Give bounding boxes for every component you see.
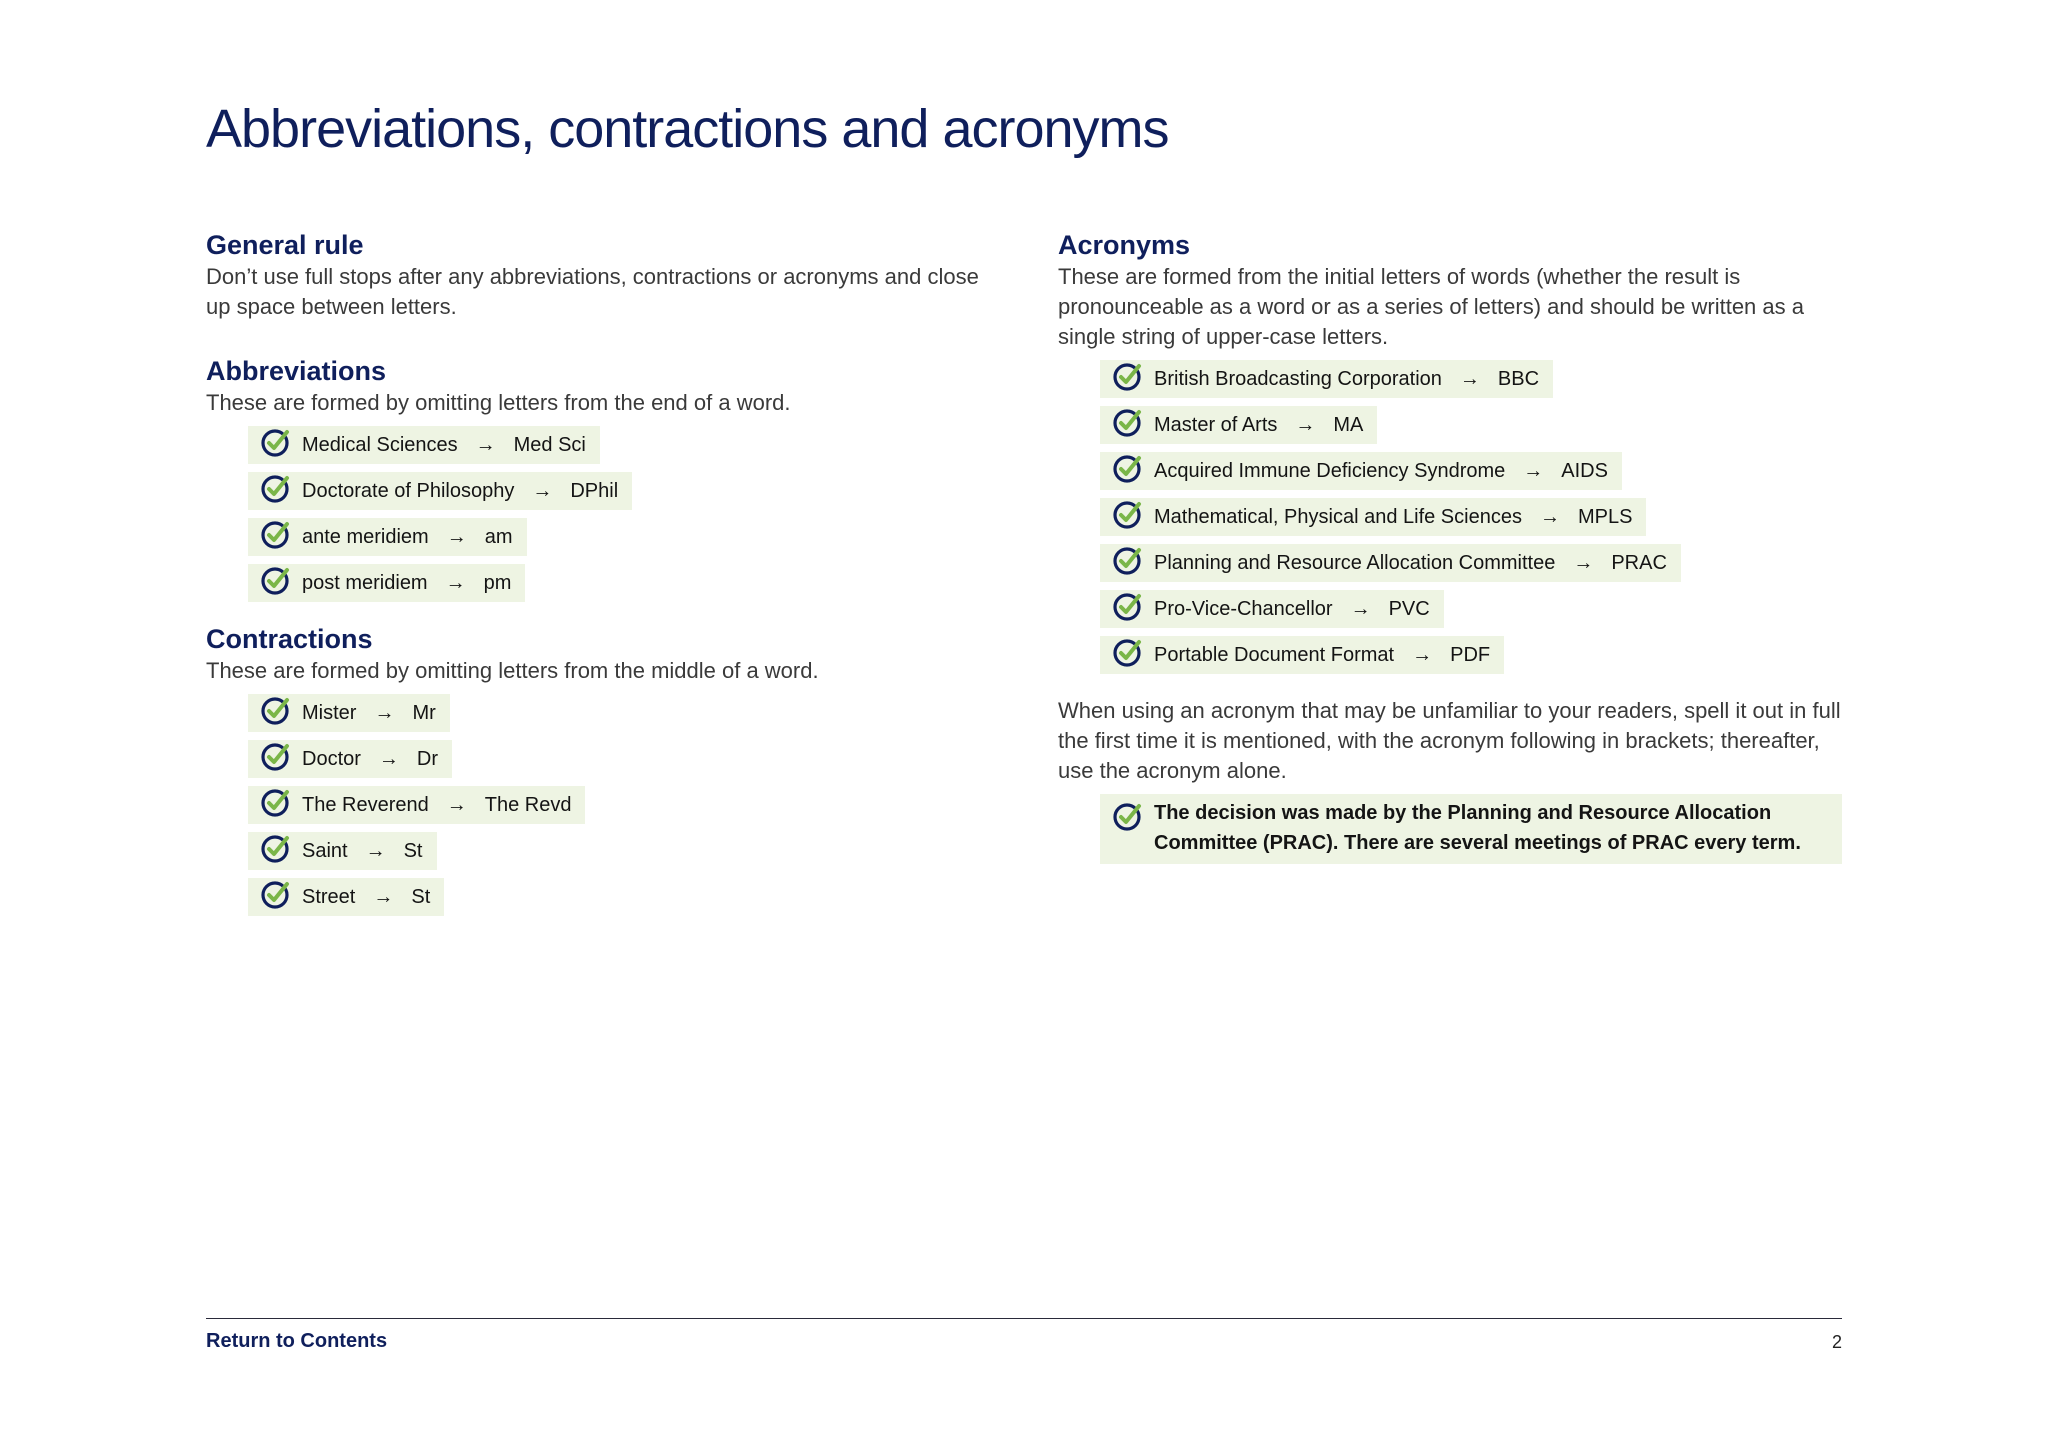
example-full-term: Street [302, 885, 356, 908]
example-full-term: Portable Document Format [1154, 643, 1395, 666]
example-item [248, 426, 600, 464]
check-circle-icon [260, 518, 292, 556]
example-short-form: am [484, 525, 513, 548]
example-item [248, 518, 527, 556]
example-item [248, 694, 450, 732]
example-item [248, 740, 452, 778]
example-full-term: ante meridiem [302, 525, 429, 548]
example-item [1100, 590, 1444, 628]
right-arrow-icon: → [1295, 413, 1316, 436]
right-arrow-icon: → [1539, 505, 1560, 528]
example-short-form: MA [1333, 413, 1364, 436]
page-number: 2 [1831, 1332, 1842, 1352]
example-item [1100, 452, 1622, 490]
acronyms-text: These are formed from the initial letters of words (whether the result is pronounceable as a word or as a series of letters) and should be written as a single string of upper-case letters. [1058, 264, 1804, 349]
check-circle-icon [260, 426, 292, 464]
example-full-term: Mathematical, Physical and Life Sciences [1154, 505, 1522, 528]
example-full-term: Medical Sciences [302, 433, 458, 456]
example-full-term: Acquired Immune Deficiency Syndrome [1154, 459, 1506, 482]
contractions-text: These are formed by omitting letters from the middle of a word. [206, 658, 819, 683]
check-circle-icon [1112, 452, 1144, 490]
general-rule-heading: General rule [206, 230, 364, 260]
footer-divider [206, 1318, 1842, 1319]
example-short-form: BBC [1497, 367, 1540, 390]
abbreviations-text: These are formed by omitting letters from the end of a word. [206, 390, 791, 415]
example-full-term: Mister [302, 701, 357, 724]
right-arrow-icon: → [1412, 643, 1433, 666]
quote-text: The decision was made by the Planning and Resource Allocation Committee (PRAC). There are several meetings of PRAC every term. [1154, 802, 1801, 854]
right-column [1058, 230, 1848, 904]
check-circle-icon [1112, 590, 1144, 628]
right-arrow-icon: → [532, 479, 553, 502]
return-to-contents-link[interactable]: Return to Contents [206, 1330, 388, 1352]
example-full-term: Saint [302, 839, 348, 862]
example-item [248, 564, 525, 602]
acronyms-examples [1100, 360, 1848, 674]
example-item [1100, 498, 1646, 536]
right-arrow-icon: → [446, 525, 467, 548]
general-rule-section [206, 230, 996, 322]
example-item [1100, 544, 1681, 582]
left-column [206, 230, 996, 956]
acronyms-usage-text: When using an acronym that may be unfamiliar to your readers, spell it out in full the first time it is mentioned, with the acronym following in brackets; thereafter, use the acronym alone. [1058, 698, 1841, 783]
example-full-term: Planning and Resource Allocation Committee [1154, 551, 1556, 574]
check-circle-icon [260, 878, 292, 916]
check-circle-icon [260, 832, 292, 870]
example-short-form: Med Sci [513, 433, 586, 456]
check-circle-icon [1112, 406, 1144, 444]
example-full-term: Doctor [302, 747, 361, 770]
example-short-form: PVC [1388, 597, 1430, 620]
example-short-form: MPLS [1577, 505, 1633, 528]
check-circle-icon [1112, 360, 1144, 398]
example-item [248, 472, 632, 510]
example-item [1100, 636, 1504, 674]
example-full-term: post meridiem [302, 571, 428, 594]
contractions-examples [248, 694, 996, 916]
check-circle-icon [1112, 498, 1144, 536]
check-circle-icon [260, 740, 292, 778]
example-short-form: AIDS [1561, 459, 1608, 482]
right-arrow-icon: → [446, 793, 467, 816]
right-arrow-icon: → [1523, 459, 1544, 482]
check-circle-icon [260, 786, 292, 824]
right-arrow-icon: → [1573, 551, 1594, 574]
contractions-section [206, 624, 996, 916]
acronym-example-quote [1100, 794, 1842, 864]
example-short-form: St [411, 885, 431, 908]
right-arrow-icon: → [365, 839, 386, 862]
check-circle-icon [1112, 800, 1144, 841]
contractions-heading: Contractions [206, 624, 373, 654]
example-full-term: Doctorate of Philosophy [302, 479, 515, 502]
acronyms-section [1058, 230, 1848, 864]
example-short-form: St [403, 839, 423, 862]
example-short-form: Mr [412, 701, 436, 724]
example-item [248, 878, 444, 916]
abbreviations-heading: Abbreviations [206, 356, 387, 386]
example-item [1100, 406, 1377, 444]
example-item [248, 832, 437, 870]
right-arrow-icon: → [1459, 367, 1480, 390]
right-arrow-icon: → [374, 701, 395, 724]
abbreviations-examples [248, 426, 996, 602]
right-arrow-icon: → [373, 885, 394, 908]
right-arrow-icon: → [475, 433, 496, 456]
example-short-form: pm [483, 571, 512, 594]
example-short-form: Dr [416, 747, 439, 770]
abbreviations-section [206, 356, 996, 602]
example-short-form: The Revd [484, 793, 572, 816]
check-circle-icon [1112, 636, 1144, 674]
example-full-term: Master of Arts [1154, 413, 1278, 436]
example-short-form: PDF [1450, 643, 1491, 666]
check-circle-icon [260, 472, 292, 510]
acronyms-heading: Acronyms [1058, 230, 1191, 260]
page-title: Abbreviations, contractions and acronyms [206, 99, 1169, 159]
right-arrow-icon: → [378, 747, 399, 770]
example-item [1100, 360, 1553, 398]
check-circle-icon [260, 564, 292, 602]
example-item [248, 786, 585, 824]
example-full-term: The Reverend [302, 793, 429, 816]
right-arrow-icon: → [445, 571, 466, 594]
check-circle-icon [260, 694, 292, 732]
example-short-form: DPhil [570, 479, 619, 502]
general-rule-text: Don’t use full stops after any abbreviations, contractions or acronyms and close up space between letters. [206, 264, 979, 319]
right-arrow-icon: → [1350, 597, 1371, 620]
check-circle-icon [1112, 544, 1144, 582]
example-full-term: Pro-Vice-Chancellor [1154, 597, 1333, 620]
example-full-term: British Broadcasting Corporation [1154, 367, 1442, 390]
example-short-form: PRAC [1611, 551, 1667, 574]
